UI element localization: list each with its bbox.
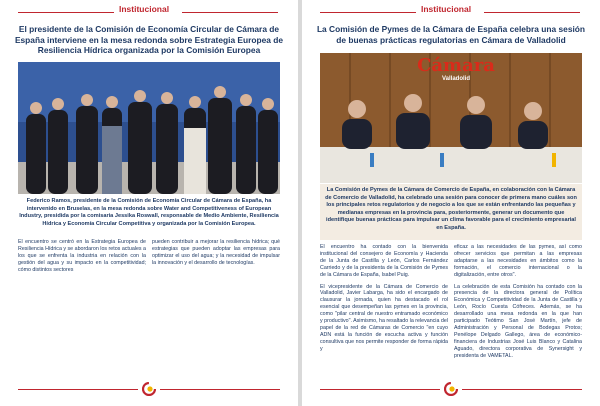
left-page (0, 0, 298, 406)
group-photo (18, 62, 280, 194)
body-column-1 (18, 239, 146, 274)
body-column-2 (152, 239, 280, 267)
tag-rule-left (320, 12, 416, 13)
section-tag: Institucional (421, 4, 472, 14)
photo-caption: Federico Ramos, presidente de la Comisión de Economía Circular de Cámara de España, ha intervenido en Bruselas, en la mesa redonda sobre Water and Competitiveness of European Industry, presidida por la comisaria Jessika Roswall, responsable de Medio Ambiente, Resiliencia Hídrica y Economía Circular Competitiva y organizada por la Comisión Europea. (19, 198, 279, 227)
body-paragraph: eficaz a las necesidades de las pymes, así como ofrecer servicios que permitan a las empresas adaptarse a las necesidades en ámbitos como la formación, el comercio internacional o la digitalización, entre otros". (454, 244, 582, 278)
camara-banner-logo: Cámara (417, 55, 495, 76)
body-column-2 (454, 244, 582, 360)
body-column-1 (320, 244, 448, 353)
photo-caption: La Comisión de Pymes de la Cámara de Comercio de España, en colaboración con la Cámara de Comercio de Valladolid, ha celebrado una sesión para conocer de primera mano cuáles son los principales retos regulatorios y de negocio a los que se están enfrentando las pequeñas y medianas empresas en la provincia para, posteriormente, generar un documento que identifique buenas prácticas para impulsar un clima favorable para el crecimiento empresarial en España. (325, 187, 577, 231)
body-paragraph: El encuentro ha contado con la bienvenida institucional del consejero de Economía y Hacienda de la Junta de Castilla y León, Carlos Fernández Carriedo y de la presidenta de la Comisión de Pymes de la Cámara de España, Isabel Puig. (320, 244, 448, 278)
camara-banner-subtitle: Valladolid (441, 76, 470, 82)
tag-rule-left (18, 12, 114, 13)
article-headline: La Comisión de Pymes de la Cámara de España celebra una sesión de buenas prácticas regulatorias en Cámara de Valladolid (316, 24, 586, 45)
camara-logo-icon (444, 382, 458, 396)
footer-rule-right (462, 389, 582, 390)
footer-rule-right (160, 389, 280, 390)
body-paragraph: El vicepresidente de la Cámara de Comercio de Valladolid, Javier Labarga, ha sido el encargado de clausurar la jornada, quien ha destacado el rol esencial que desempeñan las pymes en la provincia, como "pilar central de nuestro entramado económico y productivo". Asimismo, ha resaltado la relevancia del papel de la red de Cámaras de Comercio "en cuyo ADN está la función de escucha activa y función consultiva que nos permite responder de forma rápida y (320, 283, 448, 352)
camara-logo-icon (142, 382, 156, 396)
meeting-photo (320, 53, 582, 183)
section-tag: Institucional (119, 4, 170, 14)
tag-rule-right (484, 12, 580, 13)
article-headline: El presidente de la Comisión de Economía Circular de Cámara de España interviene en la mesa redonda sobre Estrategia Europea de Resiliencia Hídrica organizada por la Comisión Europea (14, 24, 284, 55)
tag-rule-right (182, 12, 278, 13)
footer-rule-left (18, 389, 138, 390)
body-paragraph: El encuentro se centró en la Estrategia Europea de Resiliencia Hídrica y se abordaron los retos actuales a los que se enfrenta la industria en relación con la gestión del agua y su impacto en la competitividad; cómo distintos sectores (18, 239, 146, 273)
body-paragraph: pueden contribuir a mejorar la resiliencia hídrica; qué estrategias que pueden adoptar las empresas para optimizar el uso del agua; y la necesidad de impulsar la innovación y el desarrollo de tecnologías. (152, 239, 280, 266)
footer-rule-left (320, 389, 440, 390)
right-page (302, 0, 600, 406)
body-paragraph: La celebración de esta Comisión ha contado con la presencia de la directora general de Política Económica y Competitividad de la Junta de Castilla y León, Rocío Cuesta Cófreces. Además, se ha desarrollado una mesa redonda en la que han participado Teótimo San José Martín, jefe de Administración y Personal de Bodegas Protos; Penélope Delgado Gallego, área de económico-financiera de Industrias José Luis Blanco y Catalina Aguado, directora corporativa de Synersight y presidenta de VAMETAL. (454, 283, 582, 359)
